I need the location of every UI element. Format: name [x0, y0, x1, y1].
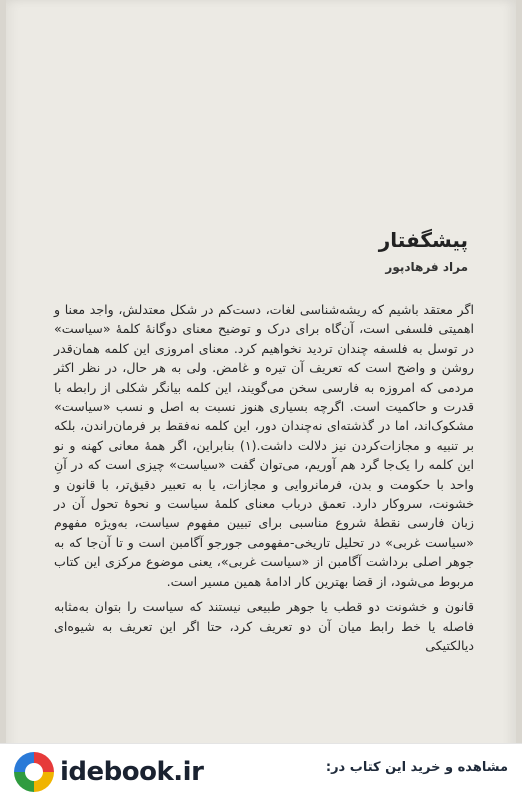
- body-paragraph-2: قانون و خشونت دو قطب یا جوهر طبیعی نیستند که سیاست را بتوان به‌مثابه فاصله یا خط رابط میان آن دو تعریف کرد، حتا اگر این تعریف به شیوه‌ای دیالکتیکی: [54, 599, 474, 653]
- idebook-logo-icon: [14, 752, 54, 792]
- book-page: [6, 0, 516, 800]
- watermark-footer: [0, 743, 522, 800]
- idebook-logo[interactable]: [14, 752, 203, 792]
- body-paragraph-1: اگر معتقد باشیم که ریشه‌شناسی لغات، دست‌کم در شکل معتدلش، واجد معنا و اهمیتی فلسفی است، آن‌گاه برای درک و توضیح معنای دوگانهٔ کلمهٔ «سیاست» در توسل به فلسفه چندان تردید نخواهیم کرد. معنای امروزی این کلمه همان‌قدر روشن و واضح است که تعریف آن تیره و غامض. ولی به هر حال، در نظر اکثر مردمی که امروزه به فارسی سخن می‌گویند، این کلمه بیانگر شکلی از رابطه با قدرت و حاکمیت است. اگرچه بسیاری هنوز نسبت به اصل و نسب «سیاست» مشکوک‌اند، اما در گذشته‌ای نه‌چندان دور، این کلمه نه‌فقط بر فرمان‌راندن، بلکه بر تنبیه و مجازات‌کردن نیز دلالت داشت.(۱) بنابراین، اگر همهٔ معانی کهنه و نو این کلمه را یک‌جا گرد هم آوریم، می‌توان گفت «سیاست» چیزی است که در آنِ واحد با حکومت و بدن، فرمانروایی و مجازات، یا به تعبیر دقیق‌تر، با قانون و خشونت، سروکار دارد. تعمق درباب معنای کلمهٔ سیاست و نحوهٔ تحول آن در زبان فارسی نقطهٔ شروع مناسبی برای تبیین مفهوم سیاست، به‌ویژه مفهوم «سیاست غربی» در تحلیل تاریخی-مفهومی جورجو آگامبن است و تا آن‌جا که به جوهر اصلی برداشت آگامبن از «سیاست غربی»، یعنی موضوع مرکزی این کتاب مربوط می‌شود، از قضا بهترین کار ادامهٔ همین مسیر است.: [54, 302, 474, 589]
- page-content: [54, 228, 474, 655]
- chapter-title: پیشگفتار: [378, 228, 468, 252]
- promo-text: مشاهده و خرید این کتاب در:: [325, 760, 508, 775]
- logo-text: idebook.ir: [60, 757, 204, 787]
- author-name: مراد فرهادپور: [385, 260, 468, 274]
